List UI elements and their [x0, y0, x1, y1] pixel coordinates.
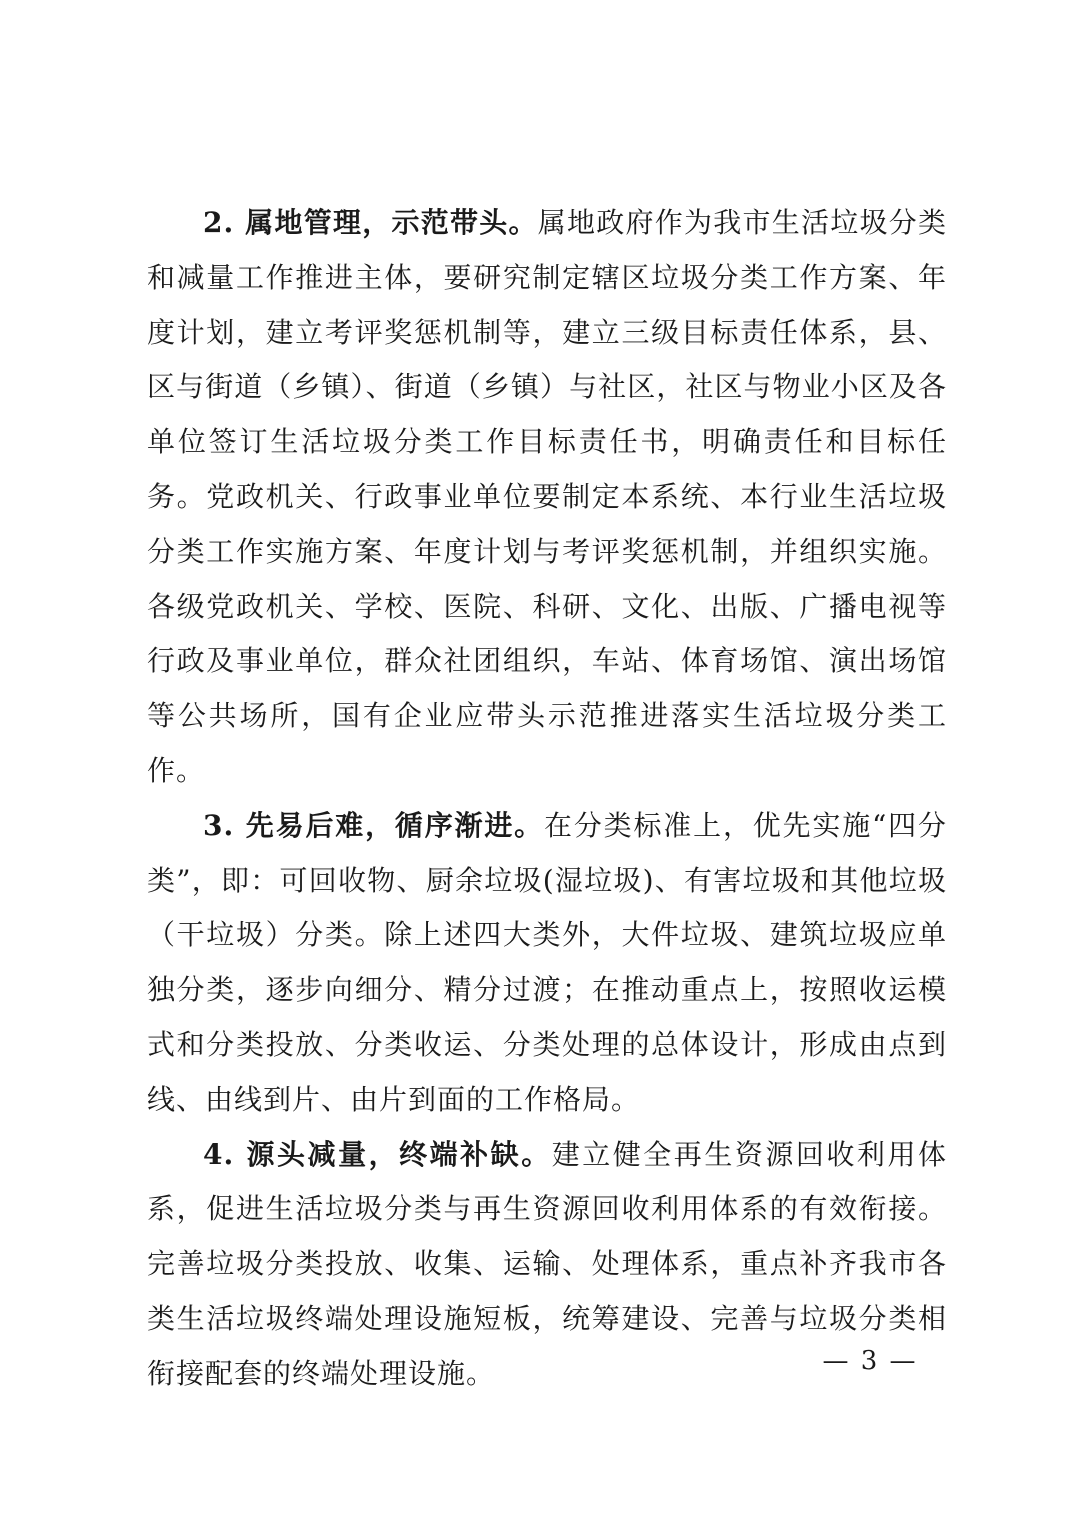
paragraph-heading: 2. 属地管理，示范带头。 [203, 206, 538, 239]
paragraph-text: 建立健全再生资源回收利用体系，促进生活垃圾分类与再生资源回收利用体系的有效衔接。完善垃圾分类投放、收集、运输、处理体系，重点补齐我市各类生活垃圾终端处理设施短板，统筹建设、完善与垃圾分类相衔接配套的终端处理设施。 [147, 1137, 947, 1390]
paragraph-local-management [147, 196, 947, 799]
paragraph-text: 属地政府作为我市生活垃圾分类和减量工作推进主体，要研究制定辖区垃圾分类工作方案、年度计划，建立考评奖惩机制等，建立三级目标责任体系，县、区与街道（乡镇）、街道（乡镇）与社区，社区与物业小区及各单位签订生活垃圾分类工作目标责任书，明确责任和目标任务。党政机关、行政事业单位要制定本系统、本行业生活垃圾分类工作实施方案、年度计划与考评奖惩机制，并组织实施。各级党政机关、学校、医院、科研、文化、出版、广播电视等行政及事业单位，群众社团组织，车站、体育场馆、演出场馆等公共场所，国有企业应带头示范推进落实生活垃圾分类工作。 [147, 206, 947, 787]
paragraph-gradual-progress [147, 799, 947, 1128]
paragraph-text: 在分类标准上，优先实施“四分类”，即：可回收物、厨余垃圾(湿垃圾)、有害垃圾和其他垃圾（干垃圾）分类。除上述四大类外，大件垃圾、建筑垃圾应单独分类，逐步向细分、精分过渡；在推动重点上，按照收运模式和分类投放、分类收运、分类处理的总体设计，形成由点到线、由线到片、由片到面的工作格局。 [147, 808, 947, 1116]
paragraph-heading: 3. 先易后难，循序渐进。 [203, 808, 545, 842]
page-number: — 3 — [822, 1346, 918, 1376]
document-body [147, 196, 947, 1402]
paragraph-heading: 4. 源头减量，终端补缺。 [203, 1137, 552, 1171]
